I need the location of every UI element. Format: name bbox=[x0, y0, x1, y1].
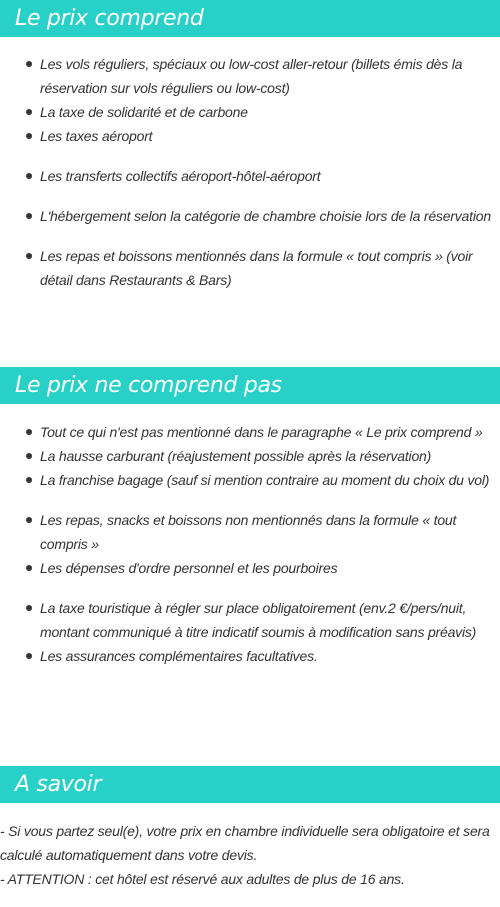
section-header-not-included bbox=[0, 367, 500, 404]
list-item: Les assurances complémentaires facultatives. bbox=[0, 644, 500, 668]
bullet-icon bbox=[26, 253, 32, 259]
bullet-icon bbox=[26, 565, 32, 571]
bullet-icon bbox=[26, 605, 32, 611]
bullet-icon bbox=[26, 517, 32, 523]
list-item: La taxe touristique à régler sur place obligatoirement (env.2 €/pers/nuit, montant communiqué à titre indicatif soumis à modification sans préavis) bbox=[0, 596, 500, 644]
list-item: Les repas, snacks et boissons non mentionnés dans la formule « tout compris » bbox=[0, 508, 500, 556]
list-item: La hausse carburant (réajustement possible après la réservation) bbox=[0, 444, 500, 468]
list-item: Les taxes aéroport bbox=[0, 124, 500, 148]
bullet-icon bbox=[26, 61, 32, 67]
list-item: L'hébergement selon la catégorie de chambre choisie lors de la réservation bbox=[0, 204, 500, 228]
list-item: Les repas et boissons mentionnés dans la formule « tout compris » (voir détail dans Restaurants & Bars) bbox=[0, 244, 500, 292]
good-to-know-notes bbox=[0, 819, 500, 891]
note-line: - ATTENTION : cet hôtel est réservé aux adultes de plus de 16 ans. bbox=[0, 871, 405, 887]
bullet-icon bbox=[26, 213, 32, 219]
included-list bbox=[0, 52, 500, 292]
bullet-icon bbox=[26, 477, 32, 483]
section-title: Le prix ne comprend pas bbox=[15, 373, 282, 398]
list-item: Les dépenses d'ordre personnel et les pourboires bbox=[0, 556, 500, 580]
bullet-icon bbox=[26, 133, 32, 139]
list-item: Tout ce qui n'est pas mentionné dans le paragraphe « Le prix comprend » bbox=[0, 420, 500, 444]
note-line: - Si vous partez seul(e), votre prix en chambre individuelle sera obligatoire et sera calculé automatiquement dans votre devis. bbox=[0, 823, 490, 863]
list-item: La taxe de solidarité et de carbone bbox=[0, 100, 500, 124]
section-title: Le prix comprend bbox=[15, 6, 204, 31]
not-included-list bbox=[0, 420, 500, 668]
bullet-icon bbox=[26, 429, 32, 435]
section-header-included bbox=[0, 0, 500, 37]
section-header-good-to-know bbox=[0, 766, 500, 803]
bullet-icon bbox=[26, 453, 32, 459]
bullet-icon bbox=[26, 173, 32, 179]
section-title: A savoir bbox=[15, 772, 102, 797]
list-item: La franchise bagage (sauf si mention contraire au moment du choix du vol) bbox=[0, 468, 500, 492]
list-item: Les transferts collectifs aéroport-hôtel-aéroport bbox=[0, 164, 500, 188]
bullet-icon bbox=[26, 653, 32, 659]
list-item: Les vols réguliers, spéciaux ou low-cost aller-retour (billets émis dès la réservation sur vols réguliers ou low-cost) bbox=[0, 52, 500, 100]
bullet-icon bbox=[26, 109, 32, 115]
